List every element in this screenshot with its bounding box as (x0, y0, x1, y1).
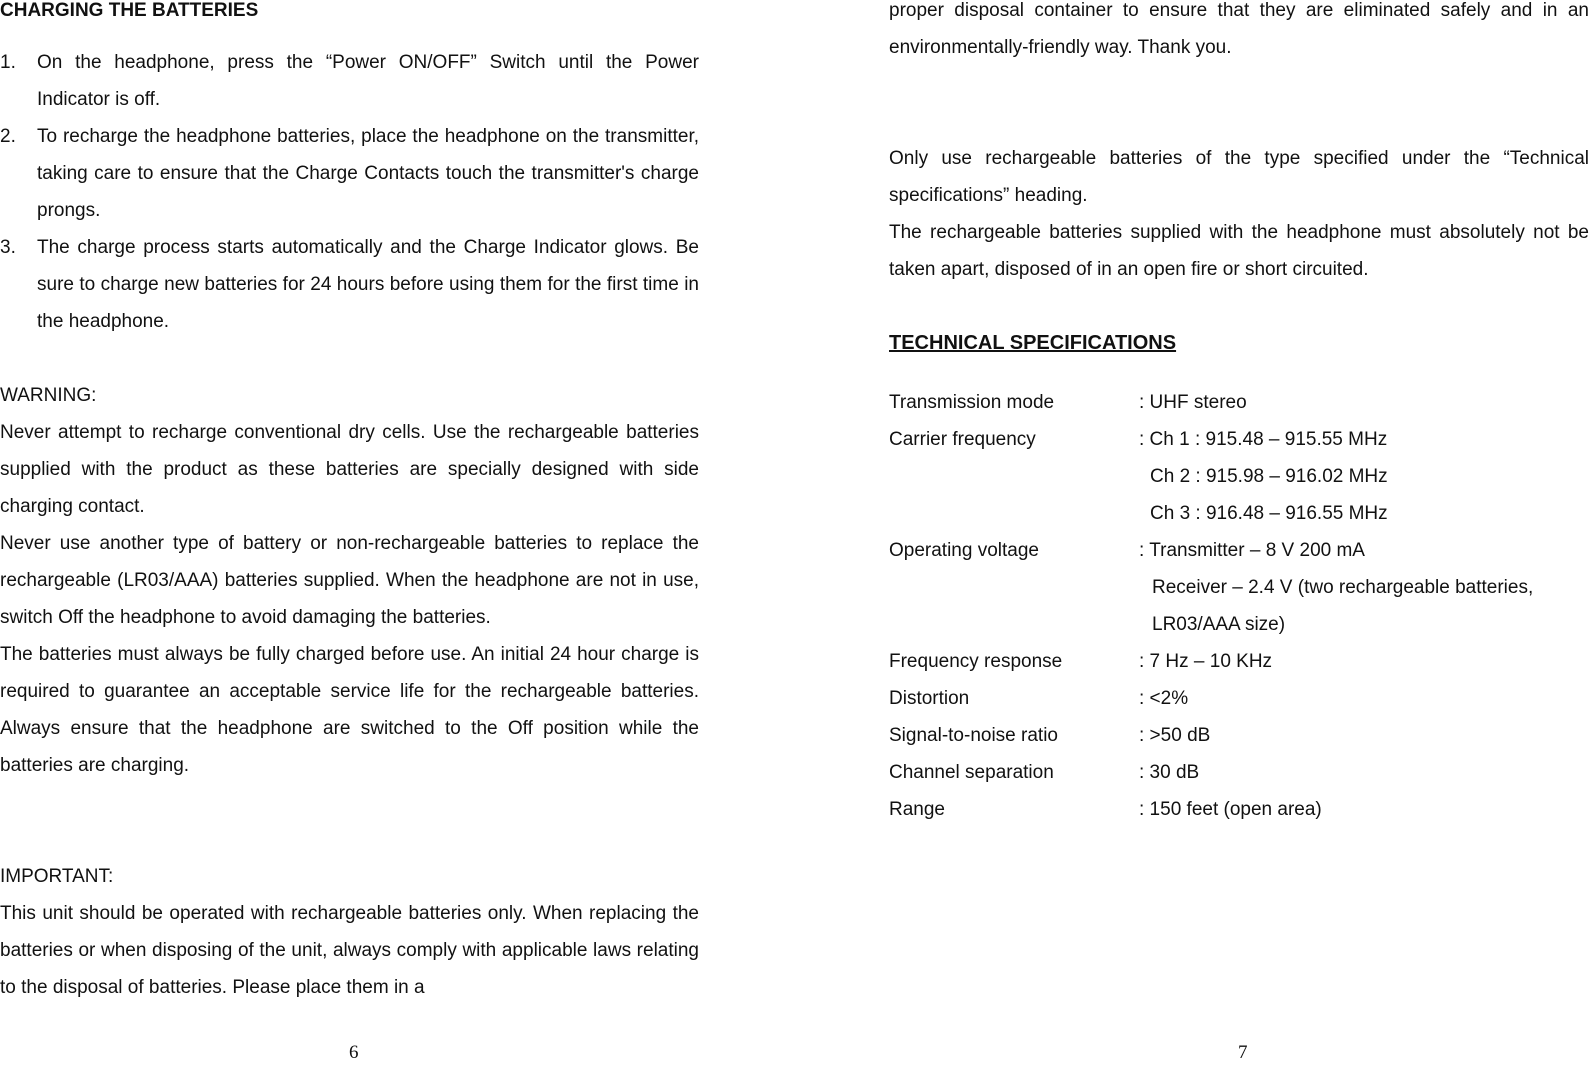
spec-value: Ch 2 : 915.98 – 916.02 MHz (1150, 466, 1388, 487)
spec-value: Ch 3 : 916.48 – 916.55 MHz (1150, 503, 1388, 524)
charging-step-1 (0, 44, 699, 118)
important-label: IMPORTANT: (0, 866, 114, 887)
spec-row-carrier-ch3 (889, 495, 1589, 532)
charging-step-3 (0, 229, 699, 340)
spec-row-transmission (889, 384, 1589, 421)
spec-row-voltage (889, 532, 1589, 569)
step-text: To recharge the headphone batteries, place the headphone on the transmitter, taking care to ensure that the Charge Contacts touch the transmitter's charge prongs. (37, 126, 699, 221)
step-text: The charge process starts automatically and the Charge Indicator glows. Be sure to charge new batteries for 24 hours before using them for the first time in the headphone. (37, 237, 699, 332)
charging-steps (0, 44, 699, 340)
left-page (0, 0, 699, 1006)
spec-label: Carrier frequency (889, 429, 1036, 450)
spec-value: : Ch 1 : 915.48 – 915.55 MHz (1139, 429, 1388, 450)
spec-row-distortion (889, 680, 1589, 717)
spec-label: Operating voltage (889, 540, 1039, 561)
page-number-left: 6 (349, 1042, 359, 1063)
spec-label: Signal-to-noise ratio (889, 725, 1058, 746)
step-text: On the headphone, press the “Power ON/OFF” Switch until the Power Indicator is off. (37, 52, 699, 110)
spec-row-frequency (889, 643, 1589, 680)
spec-row-separation (889, 754, 1589, 791)
spec-value: : >50 dB (1139, 725, 1211, 746)
battery-type-note: Only use rechargeable batteries of the type specified under the “Technical specifications” heading. (889, 148, 1589, 206)
spec-row-carrier-ch2 (889, 458, 1589, 495)
step-number: 2. (0, 126, 16, 147)
page-number-right: 7 (1238, 1042, 1248, 1063)
spec-value: Receiver – 2.4 V (two rechargeable batteries, (1152, 577, 1534, 598)
spec-label: Channel separation (889, 762, 1054, 783)
spec-value: : 7 Hz – 10 KHz (1139, 651, 1273, 672)
spec-value: LR03/AAA size) (1152, 614, 1286, 635)
warning-paragraph-1: Never attempt to recharge conventional dry cells. Use the rechargeable batteries supplied with the product as these batteries are specially designed with side charging contact. (0, 422, 699, 517)
spec-label: Frequency response (889, 651, 1063, 672)
technical-specifications-heading: TECHNICAL SPECIFICATIONS (889, 332, 1177, 354)
right-page (889, 0, 1589, 828)
spec-row-voltage-receiver (889, 569, 1589, 606)
spec-label: Transmission mode (889, 392, 1055, 413)
spec-row-voltage-receiver-size (889, 606, 1589, 643)
spec-label: Range (889, 799, 945, 820)
warning-paragraph-2: Never use another type of battery or non-rechargeable batteries to replace the rechargeable (LR03/AAA) batteries supplied. When the headphone are not in use, switch Off the headphone to avoid damaging the batteries. (0, 533, 699, 628)
spec-value: : UHF stereo (1139, 392, 1247, 413)
step-number: 3. (0, 237, 16, 258)
battery-safety-note: The rechargeable batteries supplied with the headphone must absolutely not be taken apart, disposed of in an open fire or short circuited. (889, 222, 1589, 280)
warning-paragraph-3: The batteries must always be fully charged before use. An initial 24 hour charge is required to guarantee an acceptable service life for the rechargeable batteries. Always ensure that the headphone are switched to the Off position while the batteries are charging. (0, 644, 699, 776)
disposal-continuation: proper disposal container to ensure that they are eliminated safely and in an environmentally-friendly way. Thank you. (889, 0, 1589, 58)
spec-row-carrier (889, 421, 1589, 458)
spec-value: : 150 feet (open area) (1139, 799, 1322, 820)
step-number: 1. (0, 52, 16, 73)
specs-table (889, 384, 1589, 828)
important-paragraph: This unit should be operated with rechargeable batteries only. When replacing the batteries or when disposing of the unit, always comply with applicable laws relating to the disposal of batteries. Please place them in a (0, 903, 699, 998)
charging-heading: CHARGING THE BATTERIES (0, 0, 259, 21)
charging-step-2 (0, 118, 699, 229)
warning-label: WARNING: (0, 385, 97, 406)
spec-label: Distortion (889, 688, 970, 709)
spec-value: : Transmitter – 8 V 200 mA (1139, 540, 1365, 561)
spec-row-range (889, 791, 1589, 828)
spec-row-snr (889, 717, 1589, 754)
spec-value: : 30 dB (1139, 762, 1200, 783)
spec-value: : <2% (1139, 688, 1189, 709)
